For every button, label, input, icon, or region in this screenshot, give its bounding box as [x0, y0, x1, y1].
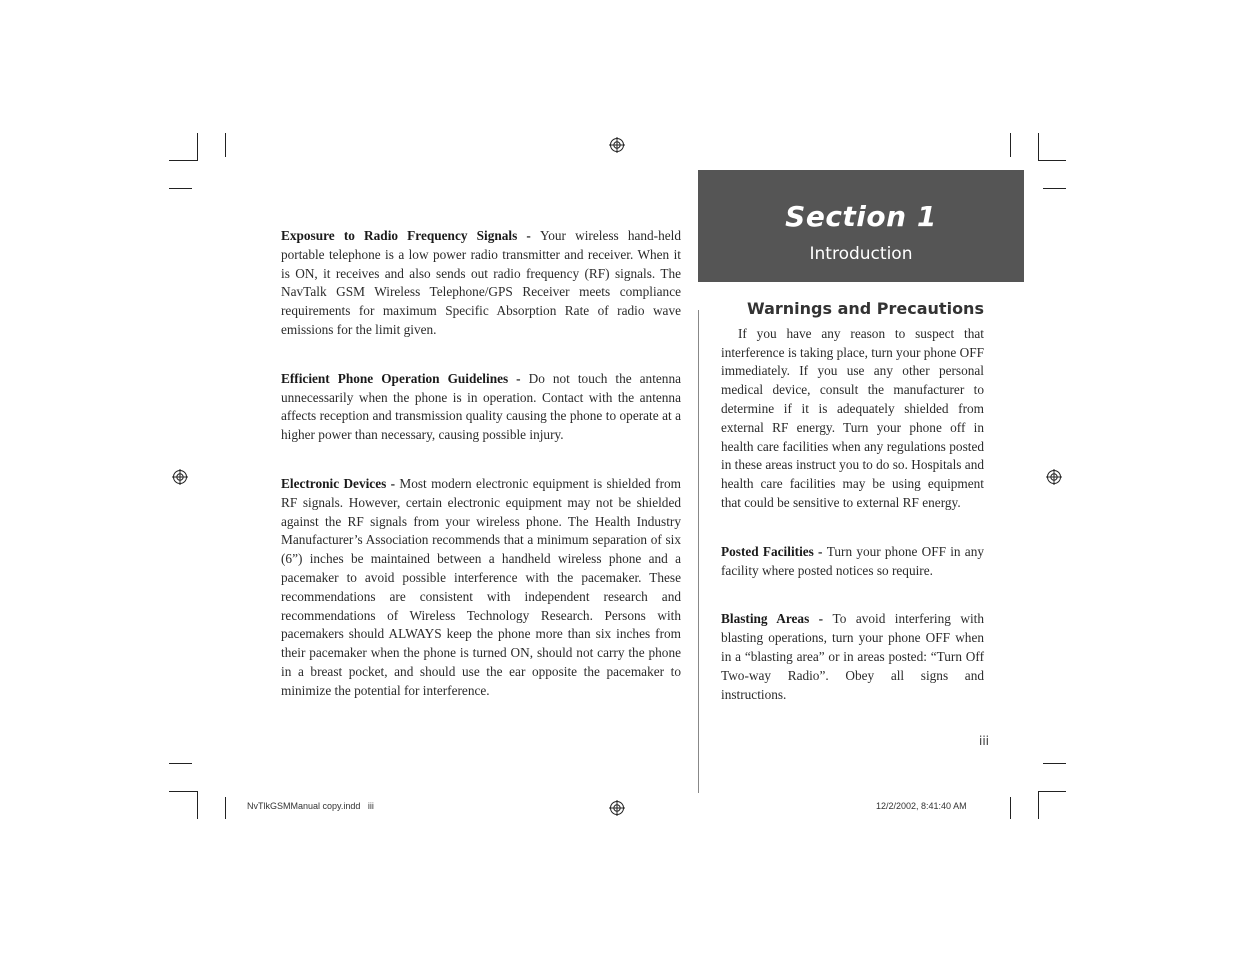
crop-mark: [1043, 188, 1066, 189]
paragraph-heading: Efficient Phone Operation Guidelines -: [281, 370, 529, 386]
column-divider: [698, 310, 699, 793]
paragraph-heading: Exposure to Radio Frequency Signals -: [281, 228, 540, 243]
paragraph-body: Do not touch the antenna unnecessarily when the phone is in operation. Contact with the antenna affects reception and transmission quality causing the phone to operate at a higher power than necessary, causing possible injury.: [281, 370, 682, 443]
page-number: iii: [978, 734, 989, 748]
slug-file: NvTlkGSMManual copy.indd iii: [247, 801, 374, 811]
section-header: [698, 170, 1024, 282]
crop-mark: [1043, 763, 1066, 764]
crop-mark: [197, 133, 198, 161]
paragraph-heading: Posted Facilities -: [721, 543, 827, 559]
crop-mark: [225, 133, 226, 157]
crop-mark: [169, 188, 192, 189]
crop-mark: [1038, 133, 1039, 161]
paragraph-body: Most modern electronic equipment is shielded from RF signals. However, certain electronic equipment may not be shielded against the RF signals from your wireless phone. The Health Industry Manufacturer’s Association recommends that a minimum separation of six (6”) inches be maintained between a handheld wireless phone and a pacemaker to avoid possible interference with the pacemaker. These recommendations are consistent with independent research and recommendations of Wireless Technology Research. Persons with pacemakers should ALWAYS keep the phone more than six inches from their pacemaker when the phone is turned ON, should not carry the phone in a breast pocket, and should use the ear opposite the pacemaker to minimize the potential for interference.: [281, 475, 681, 698]
paragraph-blasting-areas: [721, 610, 984, 704]
warnings-intro: If you have any reason to suspect that interference is taking place, turn your phone OFF immediately. If you use any other personal medical device, consult the manufacturer to determine if it is adequately shielded from external RF energy. Turn your phone off in health care facilities when any regulations posted in these areas instruct you to do so. Hospitals and health care facilities may be using equipment that could be sensitive to external RF energy.: [721, 325, 984, 510]
registration-mark-icon: [609, 137, 625, 153]
registration-mark-icon: [609, 800, 625, 816]
paragraph-heading: Blasting Areas -: [721, 611, 833, 627]
right-column: [721, 300, 984, 734]
paragraph-heading: Electronic Devices -: [281, 475, 400, 491]
section-subtitle: Introduction: [809, 244, 913, 264]
paragraph-body: Turn your phone OFF in any facility where posted notices so require.: [721, 543, 984, 578]
crop-mark: [169, 160, 197, 161]
left-column: [281, 227, 681, 731]
paragraph-electronic-devices: [281, 475, 681, 701]
crop-mark: [1010, 133, 1011, 157]
crop-mark: [1038, 160, 1066, 161]
crop-mark: [169, 763, 192, 764]
crop-mark: [1038, 791, 1066, 792]
paragraph-body: Your wireless hand-held portable telephone is a low power radio transmitter and receiver. When it is ON, it receives and also sends out radio frequency (RF) signals. The NavTalk GSM Wireless Telephone/GPS Receiver meets compliance requirements for maximum Specific Absorption Rate of radio wave emissions for the limit given.: [281, 228, 681, 337]
crop-mark: [197, 791, 198, 819]
registration-mark-icon: [172, 469, 188, 485]
section-title: Section 1: [785, 200, 937, 233]
paragraph-body: To avoid interfering with blasting operations, turn your phone OFF when in a “blasting area” or in areas posted: “Turn Off Two-way Radio”. Obey all signs and instructions.: [721, 611, 984, 702]
crop-mark: [225, 797, 226, 819]
paragraph-rf-exposure: [281, 227, 681, 340]
crop-mark: [169, 791, 197, 792]
registration-mark-icon: [1046, 469, 1062, 485]
slug-timestamp: 12/2/2002, 8:41:40 AM: [876, 801, 967, 811]
crop-mark: [1038, 791, 1039, 819]
warnings-heading: Warnings and Precautions: [747, 299, 984, 318]
paragraph-efficient-operation: [281, 370, 681, 445]
paragraph-posted-facilities: [721, 543, 984, 581]
crop-mark: [1010, 797, 1011, 819]
